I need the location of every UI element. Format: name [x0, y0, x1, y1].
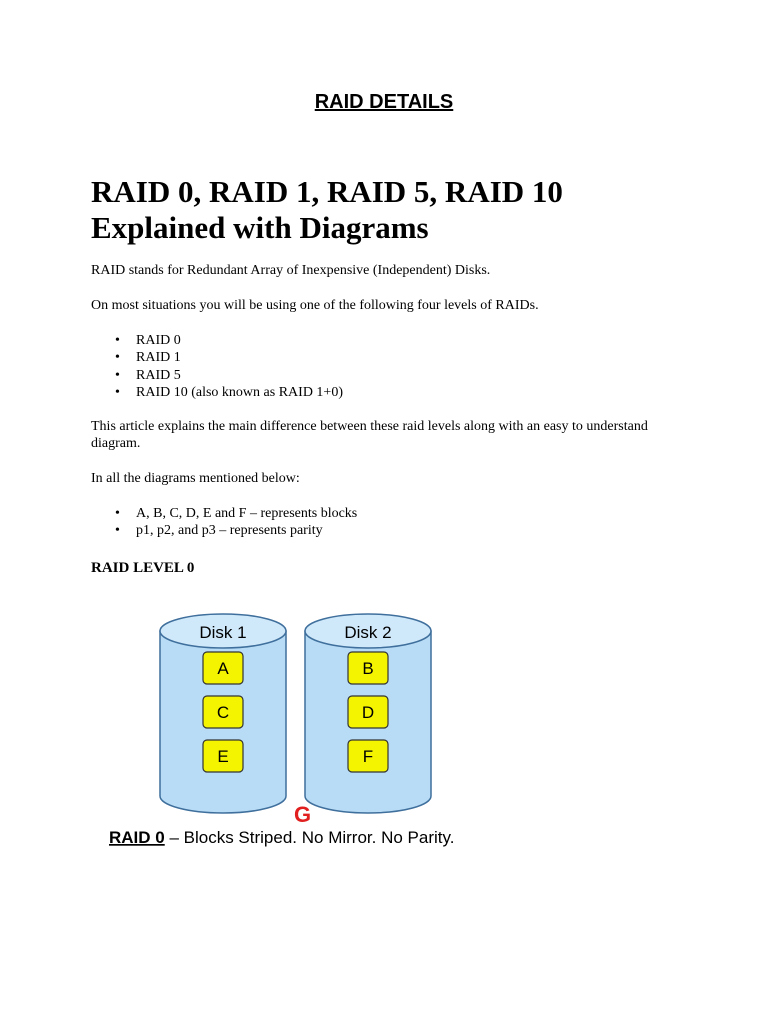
levels-intro-paragraph: On most situations you will be using one of the following four levels of RAIDs. — [91, 298, 539, 313]
diagrams-intro-paragraph: In all the diagrams mentioned below: — [91, 471, 300, 486]
block-label: E — [217, 747, 229, 766]
list-item: • RAID 0 — [91, 332, 343, 349]
block-label: D — [361, 703, 375, 722]
list-item: • RAID 1 — [91, 349, 343, 366]
legend-list — [91, 505, 357, 540]
block-label: B — [362, 659, 374, 678]
intro-paragraph: RAID stands for Redundant Array of Inexpensive (Independent) Disks. — [91, 263, 491, 278]
list-item: • A, B, C, D, E and F – represents blocks — [91, 505, 357, 522]
disk-label: Disk 1 — [199, 623, 247, 642]
explanation-paragraph: This article explains the main difference between these raid levels along with an easy to understand diagram. — [91, 419, 648, 451]
disk-1-cylinder — [160, 614, 286, 813]
disk-2-cylinder — [305, 614, 431, 813]
caption-label: RAID 0 — [109, 828, 165, 847]
disk-label: Disk 2 — [344, 623, 392, 642]
main-heading — [91, 174, 711, 246]
main-heading-line2: Explained with Diagrams — [91, 210, 429, 245]
raid0-diagram-svg — [100, 600, 540, 850]
caption-text: – Blocks Striped. No Mirror. No Parity. — [164, 828, 455, 847]
main-heading-line1: RAID 0, RAID 1, RAID 5, RAID 10 — [91, 174, 563, 209]
block-label: A — [217, 659, 229, 678]
list-item: • p1, p2, and p3 – represents parity — [91, 522, 357, 539]
list-item: • RAID 5 — [91, 367, 343, 384]
block-label: F — [362, 747, 374, 766]
list-item: • RAID 10 (also known as RAID 1+0) — [91, 384, 343, 401]
raid0-diagram — [100, 600, 540, 850]
page-title: RAID DETAILS — [314, 91, 454, 113]
logo-icon: G — [294, 802, 312, 827]
diagram-caption — [109, 828, 454, 847]
raid-levels-list — [91, 332, 343, 401]
block-label: C — [216, 703, 230, 722]
section-heading: RAID LEVEL 0 — [91, 560, 195, 576]
